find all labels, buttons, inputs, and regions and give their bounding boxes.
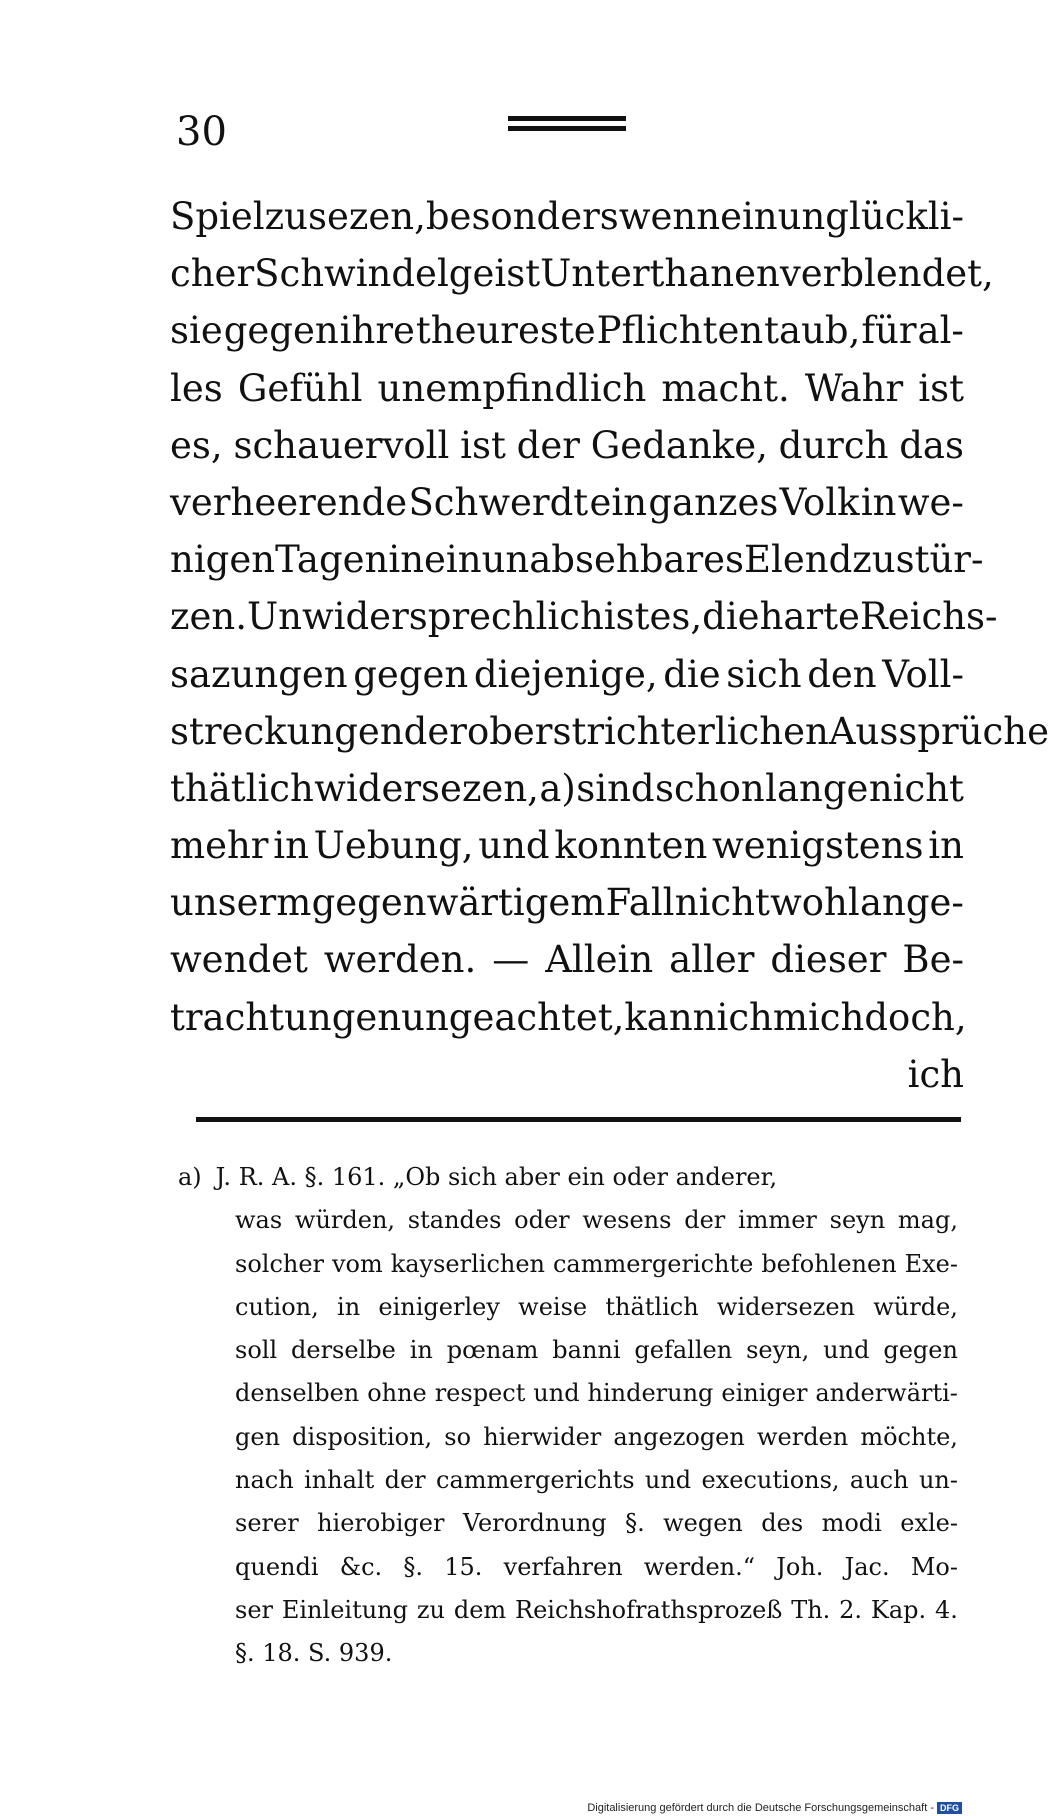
word: a)	[539, 766, 576, 810]
word: Elend	[744, 538, 853, 582]
word: würden,	[294, 1206, 396, 1235]
footnote-line	[235, 1329, 958, 1372]
word: seyn	[829, 1206, 886, 1235]
word: Fall	[605, 881, 675, 925]
word: in	[928, 824, 964, 868]
word: mag,	[897, 1206, 958, 1235]
word: gen	[235, 1422, 281, 1451]
word: werden.	[323, 938, 477, 982]
word: und	[644, 1466, 692, 1495]
word: der	[684, 1206, 726, 1235]
word: auch	[849, 1466, 909, 1495]
footnote-last-line	[235, 1632, 958, 1675]
word: die	[702, 595, 760, 639]
word: besonders	[425, 195, 619, 238]
word: zu	[264, 195, 308, 238]
word: Pflichten	[596, 309, 764, 353]
word: thätlich	[170, 766, 314, 810]
text-line	[170, 931, 964, 988]
word: ihre	[339, 309, 415, 353]
word: schauervoll	[233, 423, 450, 467]
text-line	[170, 302, 964, 359]
footnote-line	[235, 1243, 958, 1286]
header-rule	[508, 116, 626, 136]
word: serer	[235, 1509, 299, 1538]
word: wenigstens	[712, 824, 924, 868]
word: seyn,	[746, 1336, 810, 1365]
word: pœnam	[446, 1336, 539, 1365]
word: und	[533, 1379, 580, 1408]
word: dieser	[770, 938, 887, 982]
word: den	[807, 652, 877, 696]
word: kayserlichen	[390, 1249, 545, 1278]
word: was	[235, 1206, 283, 1235]
word: hierobiger	[317, 1509, 445, 1538]
word: nicht	[868, 766, 964, 810]
word: —	[492, 938, 530, 982]
word: widersezen	[716, 1292, 856, 1321]
footnote-line	[235, 1502, 958, 1545]
word: modi	[821, 1509, 882, 1538]
word: Reichshofrathsprozeß	[515, 1595, 783, 1624]
word: gegen	[223, 309, 339, 353]
body-text	[170, 188, 1049, 1103]
word: wenn	[618, 195, 721, 238]
word: unserm	[170, 881, 312, 925]
word: 4.	[935, 1595, 958, 1624]
word: widersezen,	[314, 766, 539, 810]
word: unabsehbares	[481, 538, 745, 582]
word: Spiel	[170, 195, 265, 238]
word: solcher	[235, 1249, 325, 1278]
text-line	[170, 588, 998, 645]
word: Gedanke,	[590, 423, 768, 467]
word: ein	[720, 195, 778, 238]
word: gegen	[883, 1336, 958, 1365]
word: inhalt	[304, 1466, 375, 1495]
word: konnten	[554, 824, 708, 868]
word: un-	[918, 1466, 958, 1495]
word: sind	[576, 766, 655, 810]
word: werden.“	[643, 1552, 756, 1581]
word: Unwidersprechlich	[246, 595, 604, 639]
footnote-line	[235, 1199, 958, 1242]
word: ein	[589, 480, 648, 524]
word: verheerende	[170, 480, 408, 524]
page-number: 30	[176, 109, 227, 155]
word: Exe-	[904, 1249, 958, 1278]
word: les	[170, 366, 223, 410]
word: taub,	[764, 309, 861, 353]
word: verblendet,	[779, 252, 994, 296]
word: für	[861, 309, 917, 353]
word: wohl	[770, 881, 860, 925]
word: immer	[738, 1206, 817, 1235]
word: Schwerdt	[408, 480, 589, 524]
word: gegenwärtigem	[311, 881, 606, 925]
word: cher	[170, 252, 255, 296]
word: angezogen	[613, 1422, 745, 1451]
word: des	[761, 1509, 804, 1538]
word: möchte,	[860, 1422, 958, 1451]
word: in	[273, 824, 309, 868]
text-line	[170, 531, 984, 588]
text-line	[170, 874, 964, 931]
word: ange-	[859, 881, 964, 925]
word: würde,	[873, 1292, 958, 1321]
word: gefallen	[634, 1336, 733, 1365]
footnote-line	[235, 1372, 958, 1415]
word: Schwindelgeist	[254, 252, 541, 296]
word: disposition,	[292, 1422, 433, 1451]
word: cammergerichts	[436, 1466, 635, 1495]
word: §.	[625, 1509, 645, 1538]
word: Tagen	[275, 538, 389, 582]
word: ist	[460, 423, 506, 467]
text-line	[170, 646, 964, 703]
word: Allein	[545, 938, 654, 982]
word: diejenige,	[473, 652, 658, 696]
word: Th.	[791, 1595, 831, 1624]
word: Einleitung	[281, 1595, 408, 1624]
word: ist	[918, 366, 964, 410]
word: es,	[649, 595, 703, 639]
word: Be-	[902, 938, 964, 982]
word: die	[663, 652, 721, 696]
text-line	[170, 474, 964, 531]
word: aller	[669, 938, 755, 982]
word: ungeachtet,	[401, 995, 625, 1039]
word: hinderung	[587, 1379, 714, 1408]
word: soll	[235, 1336, 278, 1365]
word: doch,	[864, 995, 967, 1039]
catchword	[170, 1046, 964, 1103]
word: &c.	[339, 1552, 383, 1581]
word: Volk	[779, 480, 860, 524]
word: einigerley	[378, 1292, 500, 1321]
word: harte	[759, 595, 860, 639]
word: streckungen	[170, 709, 404, 753]
word: in	[860, 480, 897, 524]
catchword-text: ich	[907, 1052, 964, 1096]
word: der	[403, 709, 467, 753]
word: nach	[235, 1466, 294, 1495]
word: dem	[453, 1595, 507, 1624]
word: der	[384, 1466, 426, 1495]
word: wegen	[663, 1509, 743, 1538]
footnote-line	[235, 1416, 958, 1459]
word: ganzes	[648, 480, 779, 524]
word: und	[478, 824, 550, 868]
word: sezen,	[307, 195, 426, 238]
word: we-	[897, 480, 964, 524]
word: thätlich	[605, 1292, 699, 1321]
word: kann	[624, 995, 717, 1039]
word: oder	[514, 1206, 570, 1235]
word: weise	[518, 1292, 588, 1321]
word: einiger	[721, 1379, 808, 1408]
word: es,	[170, 423, 223, 467]
word: unempfindlich	[377, 366, 647, 410]
word: Uebung,	[313, 824, 474, 868]
word: cution,	[235, 1292, 319, 1321]
word: in	[388, 538, 425, 582]
footnote	[178, 1156, 958, 1676]
word: denselben	[235, 1379, 360, 1408]
footnote-last-text: §. 18. S. 939.	[235, 1639, 393, 1668]
word: Joh.	[776, 1552, 824, 1581]
word: §.	[403, 1552, 424, 1581]
word: mehr	[170, 824, 269, 868]
word: ser	[235, 1595, 273, 1624]
word: wesens	[582, 1206, 672, 1235]
credit-text: Digitalisierung gefördert durch die Deutsche Forschungsgemeinschaft -	[587, 1802, 934, 1814]
word: al-	[917, 309, 964, 353]
footnote-first-line	[178, 1156, 958, 1199]
footnote-rule	[196, 1117, 961, 1122]
word: schon	[655, 766, 765, 810]
word: 2.	[839, 1595, 863, 1624]
word: wendet	[170, 938, 308, 982]
word: 15.	[444, 1552, 483, 1581]
word: gegen	[353, 652, 469, 696]
word: macht.	[661, 366, 790, 410]
word: der	[516, 423, 580, 467]
word: executions,	[701, 1466, 840, 1495]
word: Aussprüche	[828, 709, 1049, 753]
word: werden	[756, 1422, 849, 1451]
word: und	[823, 1336, 870, 1365]
word: Jac.	[844, 1552, 890, 1581]
text-line	[170, 188, 964, 245]
word: ich	[716, 995, 773, 1039]
word: zu	[852, 538, 896, 582]
footnote-marker: a)	[178, 1163, 202, 1191]
word: sie	[170, 309, 223, 353]
word: Wahr	[804, 366, 904, 410]
word: Mo-	[910, 1552, 958, 1581]
footnote-line	[235, 1546, 958, 1589]
word: sazungen	[170, 652, 348, 696]
word: mich	[772, 995, 865, 1039]
text-line	[170, 989, 967, 1046]
text-line	[170, 703, 1049, 760]
word: derselbe	[291, 1336, 396, 1365]
word: theureste	[415, 309, 596, 353]
word: banni	[552, 1336, 621, 1365]
word: unglückli-	[777, 195, 964, 238]
word: durch	[778, 423, 889, 467]
footnote-line	[235, 1589, 958, 1632]
word: stür-	[895, 538, 984, 582]
word: das	[899, 423, 964, 467]
word: Kap.	[870, 1595, 927, 1624]
text-line	[170, 360, 964, 417]
text-line	[170, 760, 964, 817]
digitization-credit	[587, 1802, 962, 1814]
word: so	[444, 1422, 472, 1451]
word: cammergerichte	[552, 1249, 754, 1278]
word: ohne	[367, 1379, 427, 1408]
footnote-line	[235, 1286, 958, 1329]
dfg-logo: DFG	[937, 1802, 962, 1814]
word: exle-	[900, 1509, 958, 1538]
word: standes	[407, 1206, 502, 1235]
word: respect	[434, 1379, 526, 1408]
word: hierwider	[483, 1422, 602, 1451]
word: anderwärti-	[815, 1379, 958, 1408]
word: nigen	[170, 538, 276, 582]
word: in	[337, 1292, 361, 1321]
text-line	[170, 817, 964, 874]
word: trachtungen	[170, 995, 402, 1039]
word: Voll-	[882, 652, 964, 696]
word: zu	[416, 1595, 445, 1624]
word: vom	[331, 1249, 383, 1278]
word: verfahren	[503, 1552, 623, 1581]
word: zen.	[170, 595, 247, 639]
text-line	[170, 417, 964, 474]
word: in	[409, 1336, 433, 1365]
word: ist	[603, 595, 650, 639]
word: nicht	[674, 881, 770, 925]
footnote-text: J. R. A. §. 161. „Ob sich aber ein oder anderer,	[215, 1163, 778, 1191]
footnote-line	[235, 1459, 958, 1502]
word: lange	[765, 766, 869, 810]
word: Verordnung	[462, 1509, 607, 1538]
word: befohlenen	[761, 1249, 897, 1278]
word: ein	[424, 538, 482, 582]
word: quendi	[235, 1552, 319, 1581]
word: Unterthanen	[540, 252, 780, 296]
word: sich	[726, 652, 802, 696]
text-line	[170, 245, 994, 302]
word: oberstrichterlichen	[466, 709, 829, 753]
word: Reichs-	[859, 595, 998, 639]
word: Gefühl	[237, 366, 363, 410]
